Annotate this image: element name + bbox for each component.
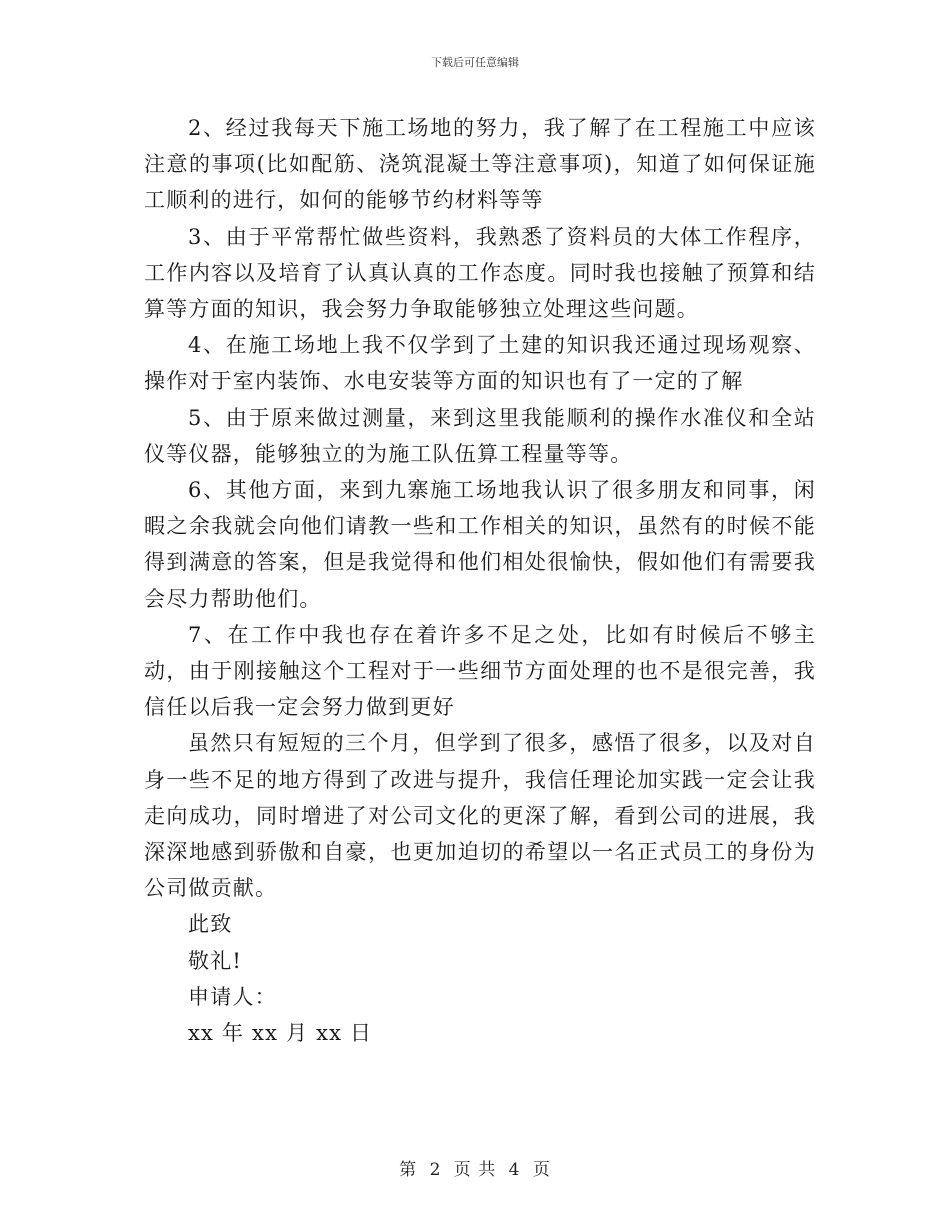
paragraph-6: 6、其他方面，来到九寨施工场地我认识了很多朋友和同事，闲暇之余我就会向他们请教一些和工作相关的知识，虽然有的时候不能得到满意的答案，但是我觉得和他们相处很愉快，假如他们有需要我会尽力帮助他们。 <box>144 478 816 611</box>
page-label-suffix: 页 <box>532 1160 551 1180</box>
paragraph-7: 7、在工作中我也存在着许多不足之处，比如有时候后不够主动，由于刚接触这个工程对于一些细节方面处理的也不是很完善，我信任以后我一定会努力做到更好 <box>144 622 816 720</box>
total-pages-number: 4 <box>508 1160 521 1180</box>
header-note: 下载后可任意编辑 <box>431 56 519 69</box>
current-page-number: 2 <box>429 1160 442 1180</box>
page-footer <box>0 1155 950 1180</box>
applicant-label: 申请人： <box>188 984 277 1009</box>
closing-salutation: 此致 <box>188 912 233 937</box>
closing-respect: 敬礼! <box>188 948 243 973</box>
page-label-mid: 页 共 <box>453 1160 497 1180</box>
paragraph-3: 3、由于平常帮忙做些资料，我熟悉了资料员的大体工作程序，工作内容以及培育了认真认真的工作态度。同时我也接触了预算和结算等方面的知识，我会努力争取能够独立处理这些问题。 <box>144 224 816 322</box>
page-label-prefix: 第 <box>399 1160 418 1180</box>
paragraph-2: 2、经过我每天下施工场地的努力，我了解了在工程施工中应该注意的事项(比如配筋、浇筑混凝土等注意事项)，知道了如何保证施工顺利的进行，如何的能够节约材料等等 <box>144 116 816 213</box>
document-body <box>144 110 816 1051</box>
paragraph-4: 4、在施工场地上我不仅学到了土建的知识我还通过现场观察、操作对于室内装饰、水电安装等方面的知识也有了一定的了解 <box>144 333 816 394</box>
date-line: xx 年 xx 月 xx 日 <box>188 1021 373 1046</box>
paragraph-5: 5、由于原来做过测量，来到这里我能顺利的操作水准仪和全站仪等仪器，能够独立的为施工队伍算工程量等等。 <box>144 405 816 466</box>
paragraph-summary: 虽然只有短短的三个月，但学到了很多，感悟了很多，以及对自身一些不足的地方得到了改进与提升，我信任理论加实践一定会让我走向成功，同时增进了对公司文化的更深了解，看到公司的进展，我深深地感到骄傲和自豪，也更加迫切的希望以一名正式员工的身份为公司做贡献。 <box>144 731 816 901</box>
